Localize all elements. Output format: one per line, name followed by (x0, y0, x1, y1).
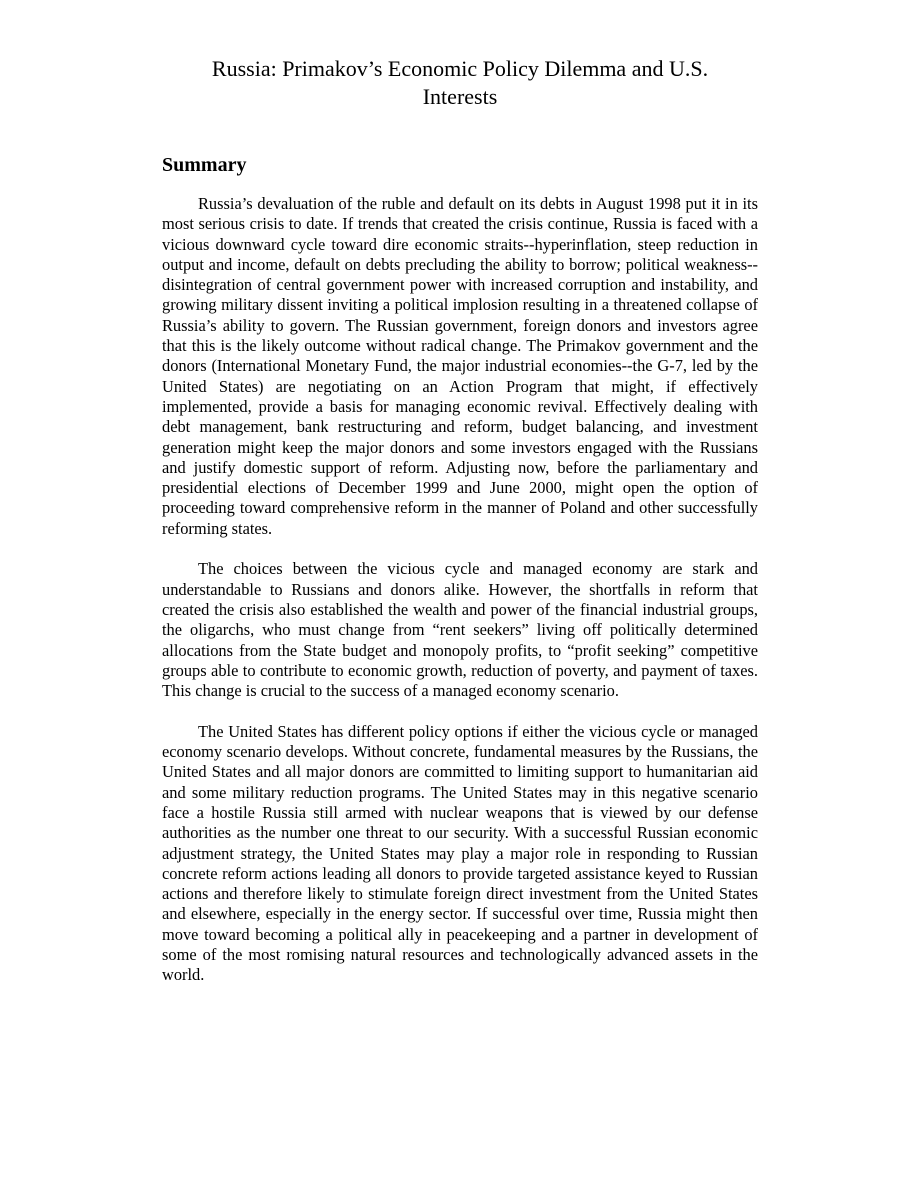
document-page (162, 55, 758, 986)
summary-paragraph-1: Russia’s devaluation of the ruble and default on its debts in August 1998 put it in its most serious crisis to date. If trends that created the crisis continue, Russia is faced with a vicious downward cycle toward dire economic straits--hyperinflation, steep reduction in output and income, default on debts precluding the ability to borrow; political weakness--disintegration of central government power with increased corruption and instability, and growing military dissent inviting a political implosion resulting in a threatened collapse of Russia’s ability to govern. The Russian government, foreign donors and investors agree that this is the likely outcome without radical change. The Primakov government and the donors (International Monetary Fund, the major industrial economies--the G-7, led by the United States) are negotiating on an Action Program that might, if effectively implemented, provide a basis for managing economic revival. Effectively dealing with debt management, bank restructuring and reform, budget balancing, and investment generation might keep the major donors and some investors engaged with the Russians and justify domestic support of reform. Adjusting now, before the parliamentary and presidential elections of December 1999 and June 2000, might open the option of proceeding toward comprehensive reform in the manner of Poland and other successfully reforming states. (162, 194, 758, 538)
summary-paragraph-2: The choices between the vicious cycle and managed economy are stark and understandable to Russians and donors alike. However, the shortfalls in reform that created the crisis also established the wealth and power of the financial industrial groups, the oligarchs, who must change from “rent seekers” living off politically determined allocations from the State budget and monopoly profits, to “profit seeking” competitive groups able to contribute to economic growth, reduction of poverty, and payment of taxes. This change is crucial to the success of a managed economy scenario. (162, 559, 758, 701)
document-title: Russia: Primakov’s Economic Policy Dilemma and U.S. Interests (211, 56, 709, 109)
section-heading-summary: Summary (162, 154, 247, 176)
summary-paragraph-3: The United States has different policy options if either the vicious cycle or managed economy scenario develops. Without concrete, fundamental measures by the Russians, the United States and all major donors are committed to limiting support to humanitarian aid and some military reduction programs. The United States may in this negative scenario face a hostile Russia still armed with nuclear weapons that is viewed by our defense authorities as the number one threat to our security. With a successful Russian economic adjustment strategy, the United States may play a major role in responding to Russian concrete reform actions leading all donors to provide targeted assistance keyed to Russian actions and therefore likely to stimulate foreign direct investment from the United States and elsewhere, especially in the energy sector. If successful over time, Russia might then move toward becoming a political ally in peacekeeping and a partner in development of some of the most romising natural resources and technologically advanced assets in the world. (162, 721, 758, 985)
